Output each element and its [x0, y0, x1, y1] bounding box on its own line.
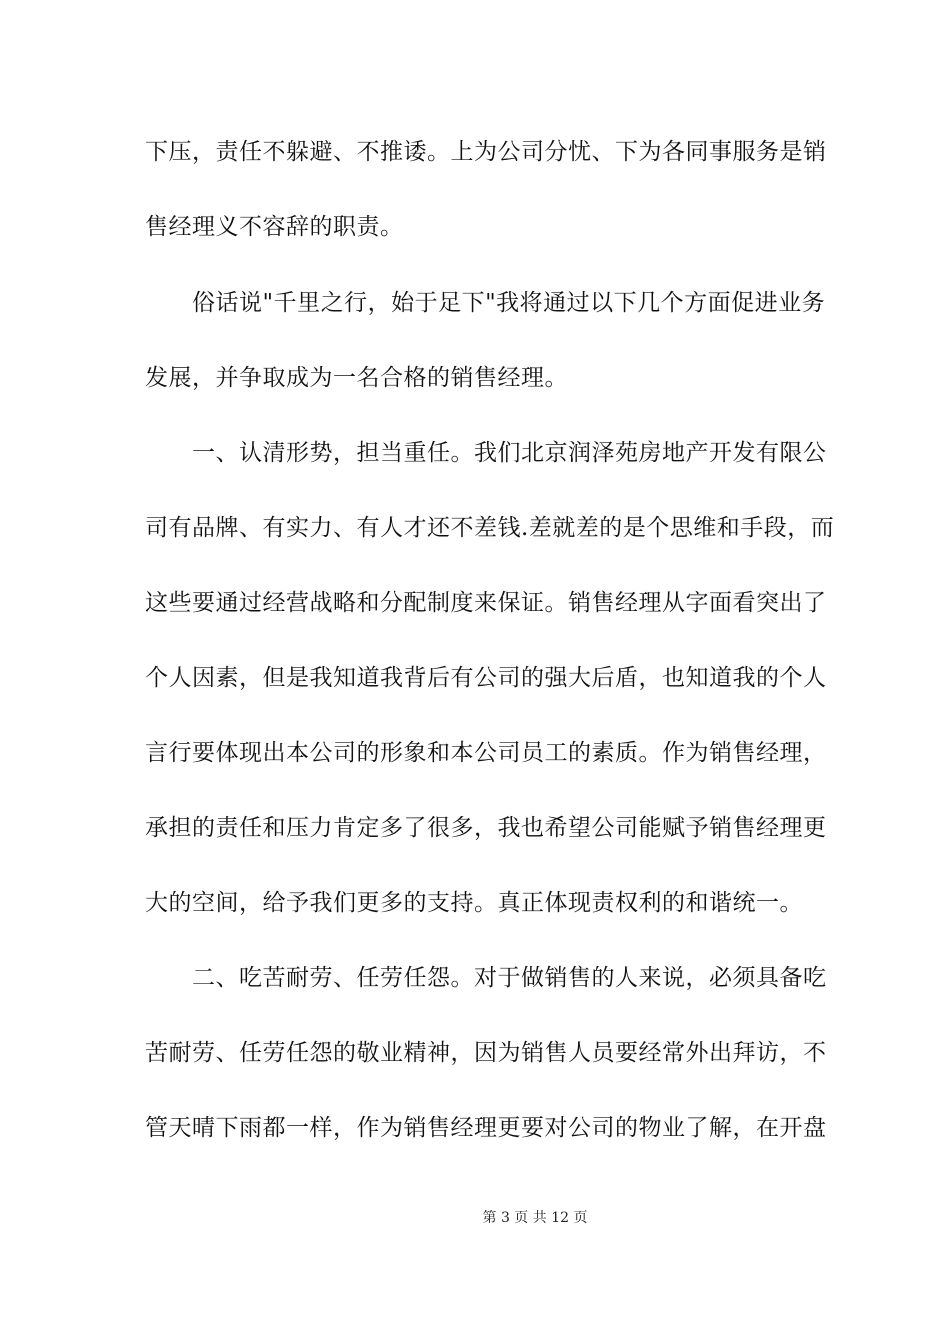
- text-line: 管天晴下雨都一样，作为销售经理更要对公司的物业了解，在开盘: [145, 1115, 827, 1141]
- text-line: 司有品牌、有实力、有人才还不差钱.差就差的是个思维和手段，而: [145, 515, 835, 541]
- text-line: 大的空间，给予我们更多的支持。真正体现责权利的和谐统一。: [145, 890, 803, 916]
- text-line: 这些要通过经营战略和分配制度来保证。销售经理从字面看突出了: [145, 590, 827, 616]
- text-line: 售经理义不容辞的职责。: [145, 214, 404, 240]
- text-line: 发展，并争取成为一名合格的销售经理。: [145, 365, 568, 391]
- text-line: 下压，责任不躲避、不推诿。上为公司分忧、下为各同事服务是销: [145, 139, 827, 165]
- page-number-footer: 第 3 页 共 12 页: [482, 1210, 588, 1226]
- text-line: 苦耐劳、任劳任怨的敬业精神，因为销售人员要经常外出拜访，不: [145, 1040, 827, 1066]
- text-line: 一、认清形势，担当重任。我们北京润泽苑房地产开发有限公: [145, 440, 827, 466]
- text-line: 个人因素，但是我知道我背后有公司的强大后盾，也知道我的个人: [145, 665, 827, 691]
- text-line: 俗话说"千里之行，始于足下"我将通过以下几个方面促进业务: [145, 290, 826, 316]
- text-line: 承担的责任和压力肯定多了很多，我也希望公司能赋予销售经理更: [145, 815, 827, 841]
- text-line: 二、吃苦耐劳、任劳任怨。对于做销售的人来说，必须具备吃: [145, 965, 827, 991]
- text-line: 言行要体现出本公司的形象和本公司员工的素质。作为销售经理，: [145, 740, 827, 766]
